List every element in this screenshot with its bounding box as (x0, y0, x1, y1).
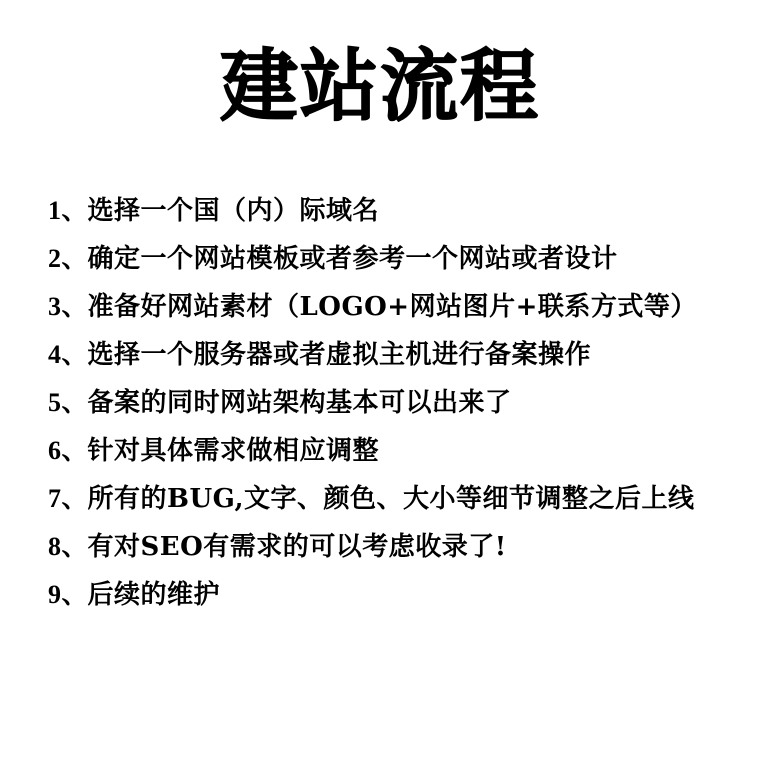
list-item-separator: 、 (61, 436, 86, 466)
list-item-text: 确定一个网站模板或者参考一个网站或者设计 (87, 244, 618, 274)
list-item (48, 198, 760, 224)
list-item-text: 选择一个服务器或者虚拟主机进行备案操作 (87, 340, 592, 370)
list-item (48, 246, 760, 272)
list-item-separator: 、 (61, 292, 86, 322)
list-item-number: 9 (48, 580, 62, 609)
list-item (48, 342, 760, 368)
list-item-number: 6 (48, 436, 62, 465)
list-item-number: 1 (48, 196, 62, 225)
list-item-separator: 、 (61, 340, 86, 370)
list-item-text: 选择一个国（内）际域名 (87, 196, 380, 226)
list-item-separator: 、 (61, 196, 86, 226)
list-item-separator: 、 (61, 484, 86, 514)
list-item-number: 2 (48, 244, 62, 273)
list-item-separator: 、 (61, 580, 86, 610)
list-item-text: 备案的同时网站架构基本可以出来了 (87, 388, 512, 418)
list-item (48, 486, 760, 512)
list-item (48, 390, 760, 416)
list-item-text: 准备好网站素材（LOGO+网站图片+联系方式等） (87, 292, 697, 322)
list-item-separator: 、 (61, 244, 86, 274)
page-title: 建站流程 (219, 42, 540, 132)
list-item (48, 582, 760, 608)
list-item-number: 3 (48, 292, 62, 321)
list-item-number: 5 (48, 388, 62, 417)
list-item-text: 针对具体需求做相应调整 (87, 436, 380, 466)
list-item-text: 有对SEO有需求的可以考虑收录了! (87, 532, 507, 562)
list-item (48, 534, 760, 560)
list-item-number: 8 (48, 532, 62, 561)
list-item-number: 7 (48, 484, 62, 513)
list-item (48, 438, 760, 464)
steps-list (0, 198, 760, 630)
list-item-text: 后续的维护 (87, 580, 221, 610)
list-item-number: 4 (48, 340, 62, 369)
list-item-separator: 、 (61, 388, 86, 418)
list-item (48, 294, 760, 320)
list-item-text: 所有的BUG,文字、颜色、大小等细节调整之后上线 (87, 484, 695, 514)
list-item-separator: 、 (61, 532, 86, 562)
